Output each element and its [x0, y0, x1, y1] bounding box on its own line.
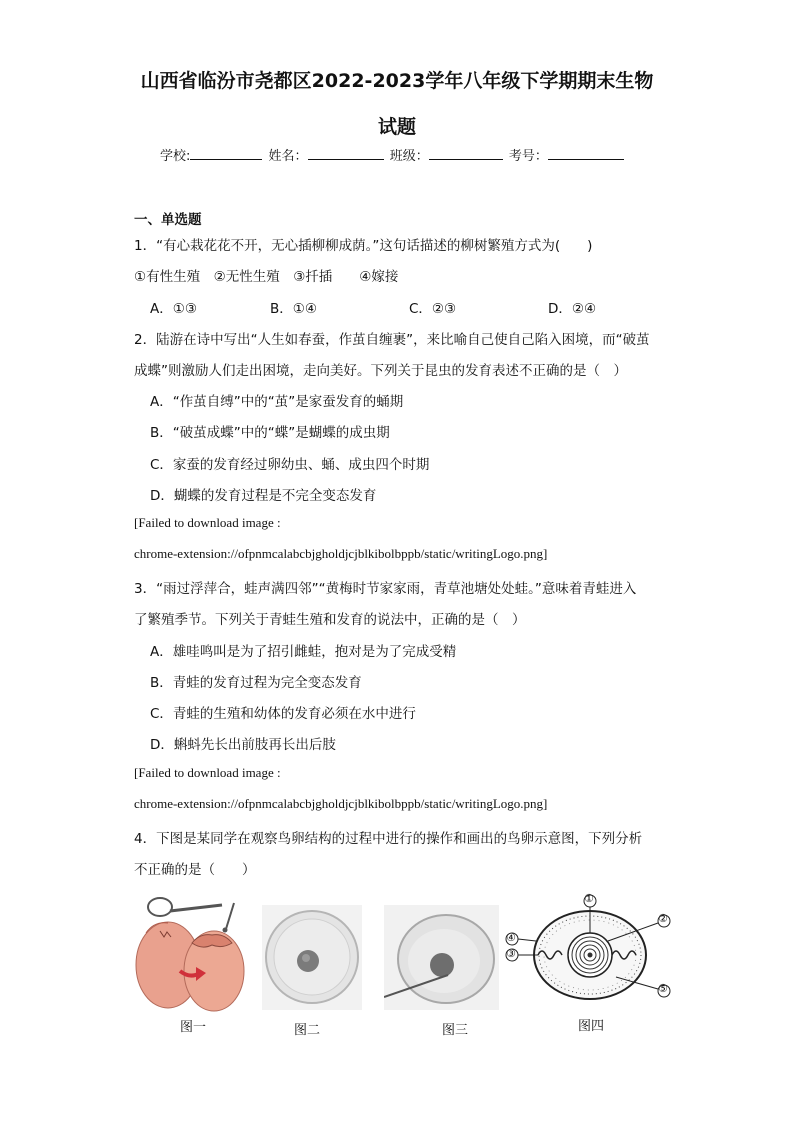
q3-option-b[interactable]: B．青蛙的发育过程为完全变态发育 — [150, 675, 362, 691]
q2-stem-line2: 成蝶”则激励人们走出困境，走向美好。下列关于昆虫的发育表述不正确的是（ ） — [134, 363, 627, 379]
q1-option-c[interactable]: C．②③ — [409, 301, 457, 317]
section-heading: 一、单选题 — [134, 212, 202, 228]
figure4-label-3: ③ — [506, 947, 516, 960]
failed-image-text-2b: chrome-extension://ofpnmcalabcbjgholdjcjblkibolbppb/static/writingLogo.png] — [134, 796, 548, 811]
school-blank[interactable] — [190, 147, 262, 160]
q3-option-a[interactable]: A．雄哇鸣叫是为了招引雌蛙，抱对是为了完成受精 — [150, 644, 457, 660]
q1-option-a[interactable]: A．①③ — [150, 301, 197, 317]
figure2-dish-image — [262, 905, 362, 1010]
name-label: 姓名： — [268, 149, 308, 164]
school-label: 学校: — [160, 149, 191, 164]
figure3-caption: 图三 — [442, 1023, 469, 1038]
q3-option-c[interactable]: C．青蛙的生殖和幼体的发育必须在水中进行 — [150, 706, 416, 722]
q1-option-d[interactable]: D．②④ — [548, 301, 597, 317]
q4-stem-line2: 不正确的是（ ） — [134, 862, 256, 878]
failed-image-text-1b: chrome-extension://ofpnmcalabcbjgholdjcjblkibolbppb/static/writingLogo.png] — [134, 546, 548, 561]
q1-stem: 1．“有心栽花花不开，无心插柳柳成荫。”这句话描述的柳树繁殖方式为( ) — [134, 238, 593, 254]
failed-image-text-1a: [Failed to download image : — [134, 515, 281, 530]
number-blank[interactable] — [548, 147, 624, 160]
q3-stem-line2: 了繁殖季节。下列关于青蛙生殖和发育的说法中，正确的是（ ） — [134, 612, 526, 628]
q4-stem-line1: 4．下图是某同学在观察鸟卵结构的过程中进行的操作和画出的鸟卵示意图，下列分析 — [134, 831, 643, 847]
figure3-dish-probe-image — [384, 905, 499, 1010]
figure2-caption: 图二 — [294, 1023, 321, 1038]
q2-stem-line1: 2．陆游在诗中写出“人生如春蚕，作茧自缠裹”，来比喻自己使自己陷入困境，而“破茧 — [134, 332, 650, 348]
egg-figures — [134, 893, 694, 1043]
class-blank[interactable] — [429, 147, 503, 160]
q3-option-d[interactable]: D．蝌蚪先长出前肢再长出后肢 — [150, 737, 336, 753]
number-label: 考号： — [508, 149, 548, 164]
q2-option-d[interactable]: D．蝴蝶的发育过程是不完全变态发育 — [150, 488, 377, 504]
figure1-caption: 图一 — [180, 1020, 207, 1035]
failed-image-text-2a: [Failed to download image : — [134, 765, 281, 780]
q2-option-c[interactable]: C．家蚕的发育经过卵幼虫、蛹、成虫四个时期 — [150, 457, 430, 473]
q2-option-b[interactable]: B．“破茧成蝶”中的“蝶”是蝴蝶的成虫期 — [150, 425, 390, 441]
figure4-caption: 图四 — [578, 1019, 605, 1034]
q2-option-a[interactable]: A．“作茧自缚”中的“茧”是家蚕发育的蛹期 — [150, 394, 404, 410]
q1-option-b[interactable]: B．①④ — [270, 301, 317, 317]
figure4-label-1: ① — [584, 892, 594, 905]
student-info-row — [160, 145, 626, 164]
exam-title-line1: 山西省临汾市尧都区2022-2023学年八年级下学期期末生物 — [140, 70, 654, 92]
name-blank[interactable] — [308, 147, 384, 160]
figure4-label-4: ④ — [506, 931, 516, 944]
exam-title-line2: 试题 — [377, 116, 416, 138]
figure4-label-2: ② — [658, 912, 668, 925]
figure4-label-5: ⑤ — [658, 982, 668, 995]
q3-stem-line1: 3．“雨过浮萍合，蛙声满四邻”“黄梅时节家家雨，青草池塘处处蛙。”意味着青蛙进入 — [134, 581, 637, 597]
q1-items: ①有性生殖 ②无性生殖 ③扦插 ④嫁接 — [134, 269, 399, 285]
figure1-egg-cracking-image — [134, 893, 254, 1018]
class-label: 班级： — [389, 149, 429, 164]
